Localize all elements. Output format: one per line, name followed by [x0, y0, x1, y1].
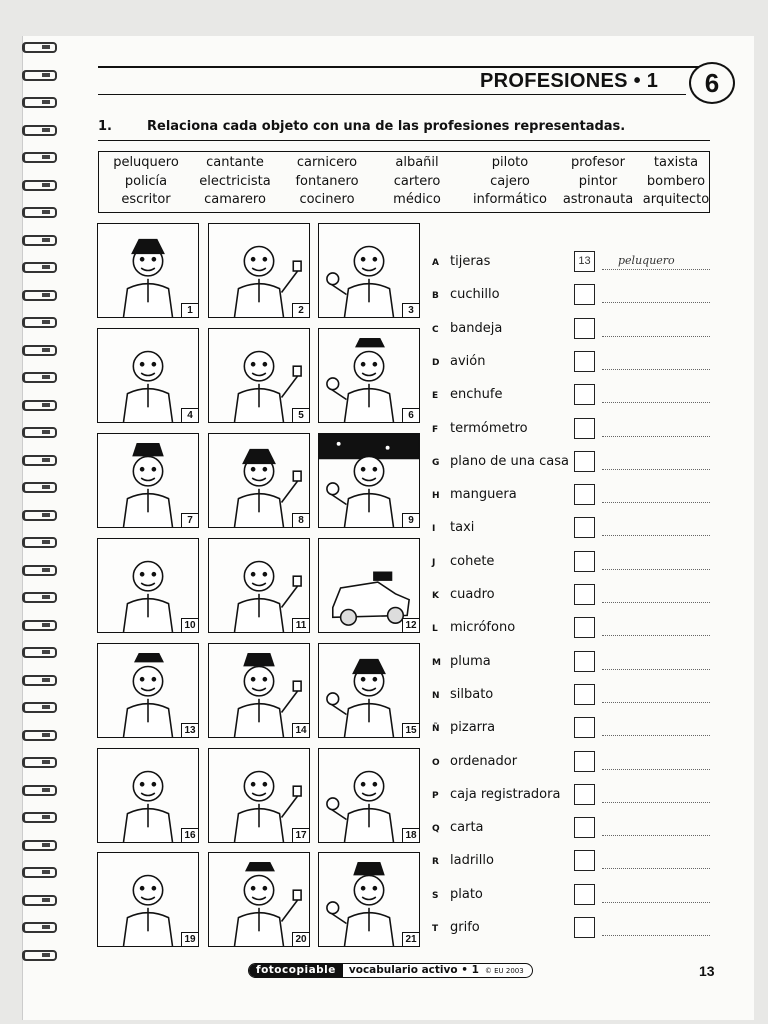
answer-line[interactable] — [602, 902, 710, 903]
footer-banner — [248, 963, 533, 978]
spiral-coil — [20, 178, 60, 192]
item-word: pizarra — [450, 720, 496, 736]
answer-line[interactable] — [602, 369, 710, 370]
matching-item — [432, 251, 712, 275]
matching-item — [432, 451, 712, 475]
answer-line[interactable] — [602, 569, 710, 570]
picture-number: 19 — [181, 932, 198, 946]
spiral-coil — [20, 893, 60, 907]
picture-number: 12 — [402, 618, 419, 632]
matching-item — [432, 517, 712, 541]
exercise-rule — [98, 140, 710, 141]
answer-line[interactable] — [602, 868, 710, 869]
item-word: micrófono — [450, 620, 516, 636]
answer-number-box[interactable] — [574, 850, 595, 871]
profession-picture — [208, 538, 310, 633]
answer-number-box[interactable] — [574, 584, 595, 605]
matching-item — [432, 850, 712, 874]
item-letter: C — [432, 324, 439, 335]
answer-number-box[interactable]: 13 — [574, 251, 595, 272]
matching-item — [432, 917, 712, 941]
picture-number: 13 — [181, 723, 198, 737]
word-bank-item: fontanero — [295, 173, 359, 189]
footer-book-title: vocabulario activo • 1 — [348, 964, 479, 976]
item-word: cuadro — [450, 587, 495, 602]
item-letter: I — [432, 524, 436, 535]
picture-number: 16 — [181, 828, 198, 842]
answer-number-box[interactable] — [574, 517, 595, 538]
profession-picture — [318, 223, 420, 318]
spiral-coil — [20, 260, 60, 274]
item-word: tijeras — [450, 254, 491, 269]
matching-item — [432, 717, 712, 741]
profession-picture — [97, 328, 199, 423]
matching-item — [432, 751, 712, 775]
spiral-coil — [20, 150, 60, 164]
item-word: termómetro — [450, 420, 528, 436]
spiral-coil — [20, 123, 60, 137]
spiral-coil — [20, 315, 60, 329]
profession-picture — [208, 643, 310, 738]
footer-copyright: © EU 2003 — [484, 966, 524, 975]
answer-number-box[interactable] — [574, 451, 595, 472]
answer-line[interactable] — [602, 269, 710, 270]
item-letter: J — [432, 557, 436, 568]
word-bank-item: pintor — [578, 173, 618, 189]
picture-number: 14 — [292, 723, 309, 737]
answer-line[interactable] — [602, 402, 710, 403]
matching-item — [432, 318, 712, 342]
item-letter: L — [432, 624, 438, 635]
picture-number: 8 — [292, 513, 309, 527]
picture-number: 20 — [292, 932, 309, 946]
spiral-coil — [20, 645, 60, 659]
item-word: cohete — [450, 553, 495, 569]
word-bank-item: camarero — [204, 192, 266, 208]
answer-line[interactable] — [602, 735, 710, 736]
picture-number: 4 — [181, 408, 198, 422]
spiral-coil — [20, 343, 60, 357]
word-bank-item: escritor — [121, 192, 171, 208]
item-word: ladrillo — [450, 853, 494, 869]
word-bank-item: albañil — [395, 155, 439, 170]
spiral-coil — [20, 205, 60, 219]
item-letter: T — [432, 924, 439, 934]
spiral-coil — [20, 425, 60, 439]
answer-line[interactable] — [602, 502, 710, 503]
matching-item — [432, 784, 712, 808]
spiral-coil — [20, 68, 60, 82]
word-bank-item: arquitecto — [642, 192, 710, 208]
picture-number: 5 — [292, 408, 309, 422]
answer-line[interactable] — [602, 802, 710, 803]
spiral-coil — [20, 673, 60, 687]
picture-number: 3 — [402, 303, 419, 317]
item-letter: Q — [432, 824, 440, 835]
answer-line[interactable] — [602, 535, 710, 536]
item-letter: N — [432, 690, 440, 701]
profession-picture — [97, 433, 199, 528]
spiral-coil — [20, 233, 60, 247]
word-bank-item: cartero — [393, 173, 441, 189]
profession-picture — [318, 328, 420, 423]
title-underline — [98, 94, 686, 95]
spiral-coil — [20, 728, 60, 742]
exercise-instruction: Relaciona cada objeto con una de las profesiones representadas. — [147, 119, 626, 134]
spiral-coil — [20, 508, 60, 522]
matching-item — [432, 651, 712, 675]
item-word: cuchillo — [450, 287, 500, 303]
item-word: plano de una casa — [450, 453, 569, 469]
spiral-coil — [20, 810, 60, 824]
item-letter: P — [432, 790, 439, 801]
picture-number: 10 — [181, 618, 198, 632]
word-bank-item: bombero — [646, 173, 706, 189]
item-word: taxi — [450, 520, 475, 536]
profession-picture — [208, 852, 310, 947]
spiral-coil — [20, 535, 60, 549]
answer-number-box[interactable] — [574, 684, 595, 705]
profession-picture — [208, 433, 310, 528]
spiral-coil — [20, 783, 60, 797]
answer-number-box[interactable] — [574, 617, 595, 638]
spiral-coil — [20, 40, 60, 54]
matching-item — [432, 884, 712, 908]
picture-number: 1 — [181, 303, 198, 317]
matching-item — [432, 484, 712, 508]
profession-picture — [208, 328, 310, 423]
page-number: 13 — [699, 963, 715, 979]
item-letter: M — [432, 657, 441, 668]
item-letter: O — [432, 757, 440, 768]
profession-picture — [97, 852, 199, 947]
unit-number-badge: 6 — [689, 62, 735, 104]
picture-number: 18 — [402, 828, 419, 842]
spiral-coil — [20, 288, 60, 302]
answer-line[interactable] — [602, 469, 710, 470]
picture-number: 11 — [292, 618, 309, 632]
footer-label: fotocopiable — [249, 963, 343, 978]
profession-picture — [318, 852, 420, 947]
item-word: pluma — [450, 653, 491, 669]
item-word: enchufe — [450, 387, 503, 403]
item-letter: Ñ — [432, 724, 440, 735]
answer-line[interactable] — [602, 436, 710, 437]
word-bank-item: policía — [124, 173, 168, 189]
word-bank — [98, 151, 710, 213]
word-bank-item: taxista — [653, 155, 699, 170]
profession-picture — [97, 643, 199, 738]
item-word: carta — [450, 820, 484, 836]
matching-item — [432, 551, 712, 575]
answer-text: peluquero — [618, 254, 675, 267]
word-bank-item: informático — [473, 192, 547, 208]
answer-line[interactable] — [602, 635, 710, 636]
item-letter: B — [432, 291, 439, 302]
item-word: avión — [450, 353, 486, 369]
spiral-binding — [20, 40, 60, 980]
item-letter: H — [432, 491, 440, 502]
spiral-coil — [20, 838, 60, 852]
item-word: ordenador — [450, 753, 518, 769]
answer-number-box[interactable] — [574, 751, 595, 772]
answer-number-box[interactable] — [574, 784, 595, 805]
profession-picture — [318, 538, 420, 633]
item-letter: E — [432, 391, 439, 402]
answer-number-box[interactable] — [574, 384, 595, 405]
answer-number-box[interactable] — [574, 917, 595, 938]
item-letter: K — [432, 591, 439, 601]
spiral-coil — [20, 563, 60, 577]
spiral-coil — [20, 398, 60, 412]
item-word: caja registradora — [450, 786, 561, 802]
spiral-coil — [20, 480, 60, 494]
profession-picture — [97, 223, 199, 318]
picture-number: 7 — [181, 513, 198, 527]
profession-picture — [208, 223, 310, 318]
item-letter: R — [432, 857, 439, 868]
spiral-coil — [20, 948, 60, 962]
item-letter: G — [432, 457, 440, 468]
answer-line[interactable] — [602, 669, 710, 670]
profession-picture — [97, 538, 199, 633]
answer-line[interactable] — [602, 602, 710, 603]
matching-item — [432, 817, 712, 841]
answer-number-box[interactable] — [574, 318, 595, 339]
answer-number-box[interactable] — [574, 651, 595, 672]
spiral-coil — [20, 453, 60, 467]
item-word: manguera — [450, 487, 517, 503]
word-bank-item: cantante — [206, 155, 264, 170]
word-bank-item: profesor — [571, 155, 625, 170]
profession-picture — [97, 748, 199, 843]
word-bank-item: médico — [393, 192, 441, 208]
spiral-coil — [20, 370, 60, 384]
spiral-coil — [20, 95, 60, 109]
word-bank-item: cajero — [490, 173, 530, 189]
answer-number-box[interactable] — [574, 551, 595, 572]
word-bank-item: carnicero — [296, 155, 358, 170]
answer-line[interactable] — [602, 835, 710, 836]
answer-number-box[interactable] — [574, 884, 595, 905]
matching-item — [432, 351, 712, 375]
answer-line[interactable] — [602, 302, 710, 303]
answer-number-box[interactable] — [574, 351, 595, 372]
picture-number: 15 — [402, 723, 419, 737]
matching-item — [432, 284, 712, 308]
matching-item — [432, 617, 712, 641]
profession-picture — [318, 748, 420, 843]
picture-number: 21 — [402, 932, 419, 946]
answer-number-box[interactable] — [574, 284, 595, 305]
item-letter: S — [432, 890, 439, 901]
item-word: bandeja — [450, 320, 503, 336]
word-bank-item: piloto — [491, 155, 529, 170]
item-letter: A — [432, 258, 439, 268]
word-bank-item: peluquero — [113, 155, 179, 170]
picture-number: 6 — [402, 408, 419, 422]
spiral-coil — [20, 618, 60, 632]
matching-item — [432, 684, 712, 708]
word-bank-item: cocinero — [299, 192, 355, 208]
answer-number-box[interactable] — [574, 817, 595, 838]
matching-item — [432, 584, 712, 608]
answer-line[interactable] — [602, 769, 710, 770]
answer-number-box[interactable] — [574, 418, 595, 439]
profession-picture — [318, 643, 420, 738]
spiral-coil — [20, 865, 60, 879]
item-word: silbato — [450, 686, 494, 702]
matching-item — [432, 384, 712, 408]
item-word: plato — [450, 886, 483, 902]
word-bank-item: electricista — [199, 173, 271, 189]
picture-number: 2 — [292, 303, 309, 317]
answer-line[interactable] — [602, 702, 710, 703]
item-word: grifo — [450, 920, 480, 935]
page-title: PROFESIONES • 1 — [480, 70, 659, 92]
picture-number: 17 — [292, 828, 309, 842]
spiral-coil — [20, 755, 60, 769]
profession-picture — [208, 748, 310, 843]
answer-line[interactable] — [602, 935, 710, 936]
spiral-coil — [20, 590, 60, 604]
item-letter: D — [432, 357, 440, 368]
answer-number-box[interactable] — [574, 717, 595, 738]
exercise-number: 1. — [98, 119, 112, 134]
picture-number: 9 — [402, 513, 419, 527]
profession-picture — [318, 433, 420, 528]
word-bank-item: astronauta — [562, 192, 634, 208]
spiral-coil — [20, 700, 60, 714]
matching-item — [432, 418, 712, 442]
answer-number-box[interactable] — [574, 484, 595, 505]
spiral-coil — [20, 920, 60, 934]
answer-line[interactable] — [602, 336, 710, 337]
item-letter: F — [432, 424, 439, 435]
header-rule — [98, 66, 710, 68]
